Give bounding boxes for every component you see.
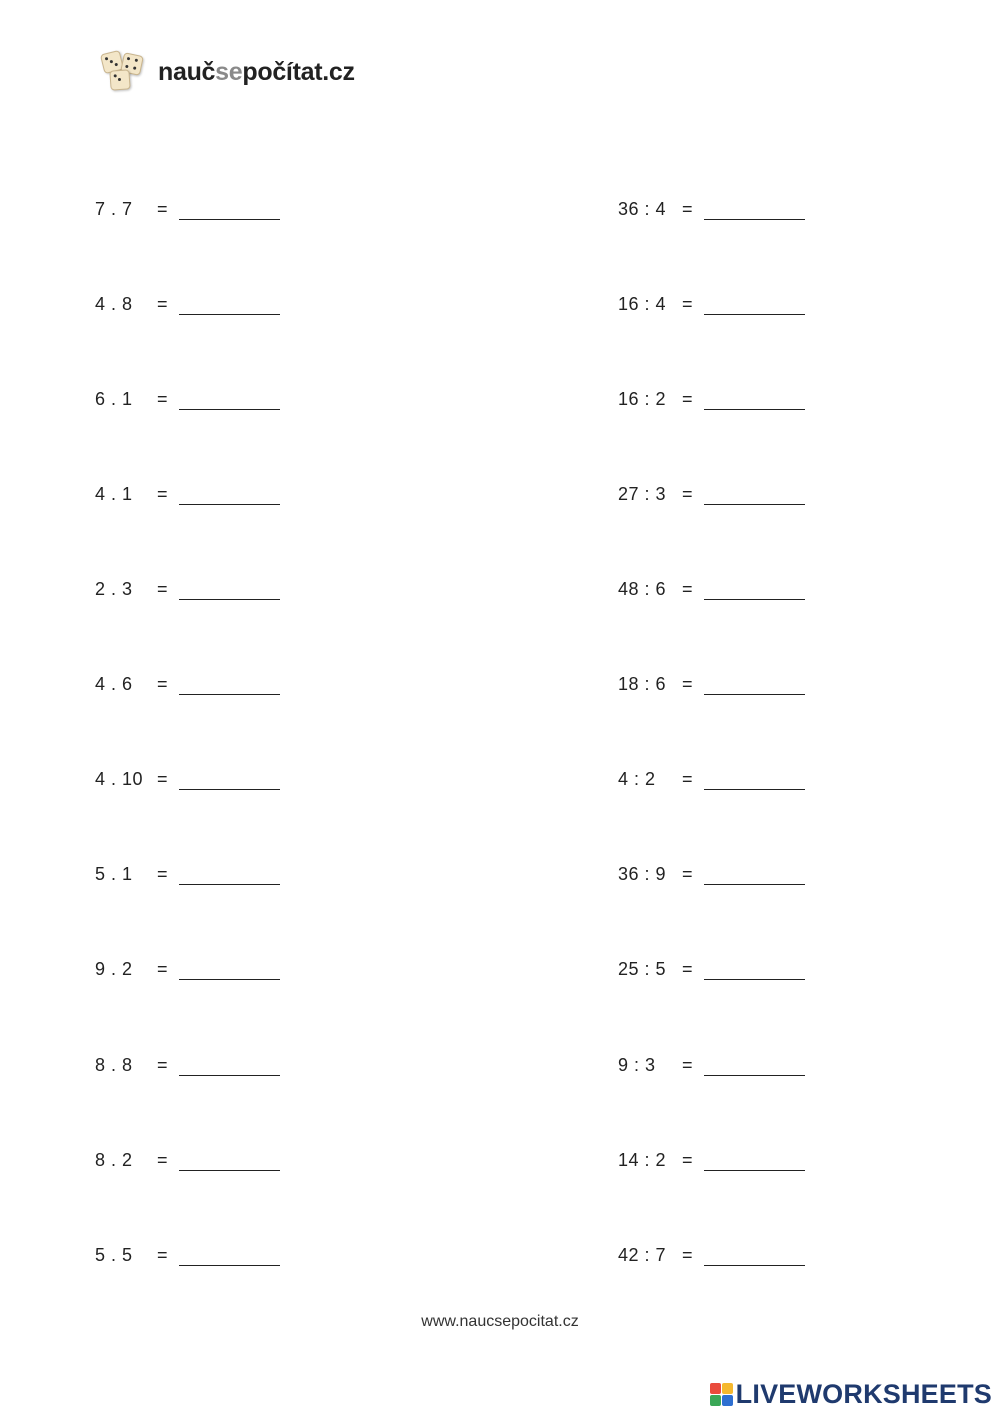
expression: 2 . 3	[95, 579, 133, 599]
equals-sign: =	[157, 864, 169, 884]
expression: 48 : 6	[618, 579, 667, 599]
logo-highlight: se	[215, 57, 243, 86]
expression: 42 : 7	[618, 1245, 667, 1265]
expression: 25 : 5	[618, 959, 667, 979]
equals-sign: =	[682, 294, 694, 314]
equals-sign: =	[157, 1150, 169, 1170]
expression: 4 . 8	[95, 294, 133, 314]
expression: 4 . 1	[95, 484, 133, 504]
equation-row	[618, 196, 805, 220]
equation-row	[95, 1242, 280, 1266]
equation-row	[95, 481, 280, 505]
equals-sign: =	[682, 389, 694, 409]
equation-row	[95, 576, 280, 600]
equation-row	[95, 291, 280, 315]
expression: 4 : 2	[618, 769, 656, 789]
equation-row	[95, 386, 280, 410]
answer-blank[interactable]	[704, 581, 805, 600]
expression: 16 : 4	[618, 294, 667, 314]
equals-sign: =	[682, 864, 694, 884]
equation-row	[618, 386, 805, 410]
equation-row	[618, 291, 805, 315]
expression: 4 . 10	[95, 769, 144, 789]
answer-blank[interactable]	[704, 676, 805, 695]
expression: 8 . 8	[95, 1055, 133, 1075]
brand-text: LIVEWORKSHEETS	[735, 1378, 992, 1409]
expression: 27 : 3	[618, 484, 667, 504]
equals-sign: =	[157, 674, 169, 694]
equation-row	[618, 766, 805, 790]
answer-blank[interactable]	[179, 771, 280, 790]
expression: 4 . 6	[95, 674, 133, 694]
equals-sign: =	[157, 959, 169, 979]
expression: 8 . 2	[95, 1150, 133, 1170]
answer-blank[interactable]	[179, 296, 280, 315]
answer-blank[interactable]	[704, 866, 805, 885]
logo-tile	[722, 1395, 733, 1406]
footer-url[interactable]: www.naucsepocitat.cz	[421, 1313, 579, 1330]
expression: 5 . 5	[95, 1245, 133, 1265]
logo-suffix: počítat.cz	[242, 57, 355, 86]
dice-icon	[100, 50, 148, 94]
answer-blank[interactable]	[179, 1057, 280, 1076]
site-logo	[100, 50, 355, 94]
equals-sign: =	[682, 959, 694, 979]
equation-row	[95, 956, 280, 980]
answer-blank[interactable]	[704, 201, 805, 220]
logo-tile	[710, 1383, 721, 1394]
equals-sign: =	[157, 484, 169, 504]
equation-row	[95, 671, 280, 695]
equals-sign: =	[682, 579, 694, 599]
answer-blank[interactable]	[179, 201, 280, 220]
equation-row	[95, 196, 280, 220]
equation-row	[95, 766, 280, 790]
answer-blank[interactable]	[704, 1247, 805, 1266]
equals-sign: =	[682, 484, 694, 504]
expression: 14 : 2	[618, 1150, 667, 1170]
equation-row	[618, 576, 805, 600]
logo-tile	[722, 1383, 733, 1394]
expression: 6 . 1	[95, 389, 133, 409]
answer-blank[interactable]	[704, 961, 805, 980]
equation-row	[618, 861, 805, 885]
answer-blank[interactable]	[704, 391, 805, 410]
equals-sign: =	[157, 769, 169, 789]
equation-row	[618, 1242, 805, 1266]
expression: 18 : 6	[618, 674, 667, 694]
equals-sign: =	[682, 769, 694, 789]
liveworksheets-brand[interactable]	[710, 1378, 992, 1410]
equation-row	[95, 861, 280, 885]
expression: 36 : 9	[618, 864, 667, 884]
expression: 36 : 4	[618, 199, 667, 219]
answer-blank[interactable]	[179, 961, 280, 980]
answer-blank[interactable]	[704, 1057, 805, 1076]
liveworksheets-logo-icon	[710, 1383, 733, 1406]
logo-tile	[710, 1395, 721, 1406]
equation-row	[95, 1147, 280, 1171]
answer-blank[interactable]	[179, 676, 280, 695]
equals-sign: =	[157, 1245, 169, 1265]
equals-sign: =	[682, 199, 694, 219]
answer-blank[interactable]	[704, 486, 805, 505]
answer-blank[interactable]	[179, 1152, 280, 1171]
equation-row	[618, 1052, 805, 1076]
expression: 7 . 7	[95, 199, 133, 219]
answer-blank[interactable]	[179, 486, 280, 505]
equals-sign: =	[157, 294, 169, 314]
equation-row	[618, 481, 805, 505]
answer-blank[interactable]	[179, 581, 280, 600]
equals-sign: =	[682, 1055, 694, 1075]
answer-blank[interactable]	[179, 866, 280, 885]
expression: 9 . 2	[95, 959, 133, 979]
equals-sign: =	[157, 199, 169, 219]
equals-sign: =	[157, 389, 169, 409]
expression: 9 : 3	[618, 1055, 656, 1075]
answer-blank[interactable]	[704, 771, 805, 790]
equals-sign: =	[157, 579, 169, 599]
answer-blank[interactable]	[704, 296, 805, 315]
equation-row	[618, 956, 805, 980]
answer-blank[interactable]	[179, 1247, 280, 1266]
equals-sign: =	[682, 674, 694, 694]
equals-sign: =	[682, 1245, 694, 1265]
equals-sign: =	[682, 1150, 694, 1170]
expression: 16 : 2	[618, 389, 667, 409]
equation-row	[95, 1052, 280, 1076]
answer-blank[interactable]	[179, 391, 280, 410]
answer-blank[interactable]	[704, 1152, 805, 1171]
equation-row	[618, 671, 805, 695]
equals-sign: =	[157, 1055, 169, 1075]
logo-text	[158, 58, 355, 87]
expression: 5 . 1	[95, 864, 133, 884]
equation-row	[618, 1147, 805, 1171]
logo-prefix: nauč	[158, 57, 216, 86]
